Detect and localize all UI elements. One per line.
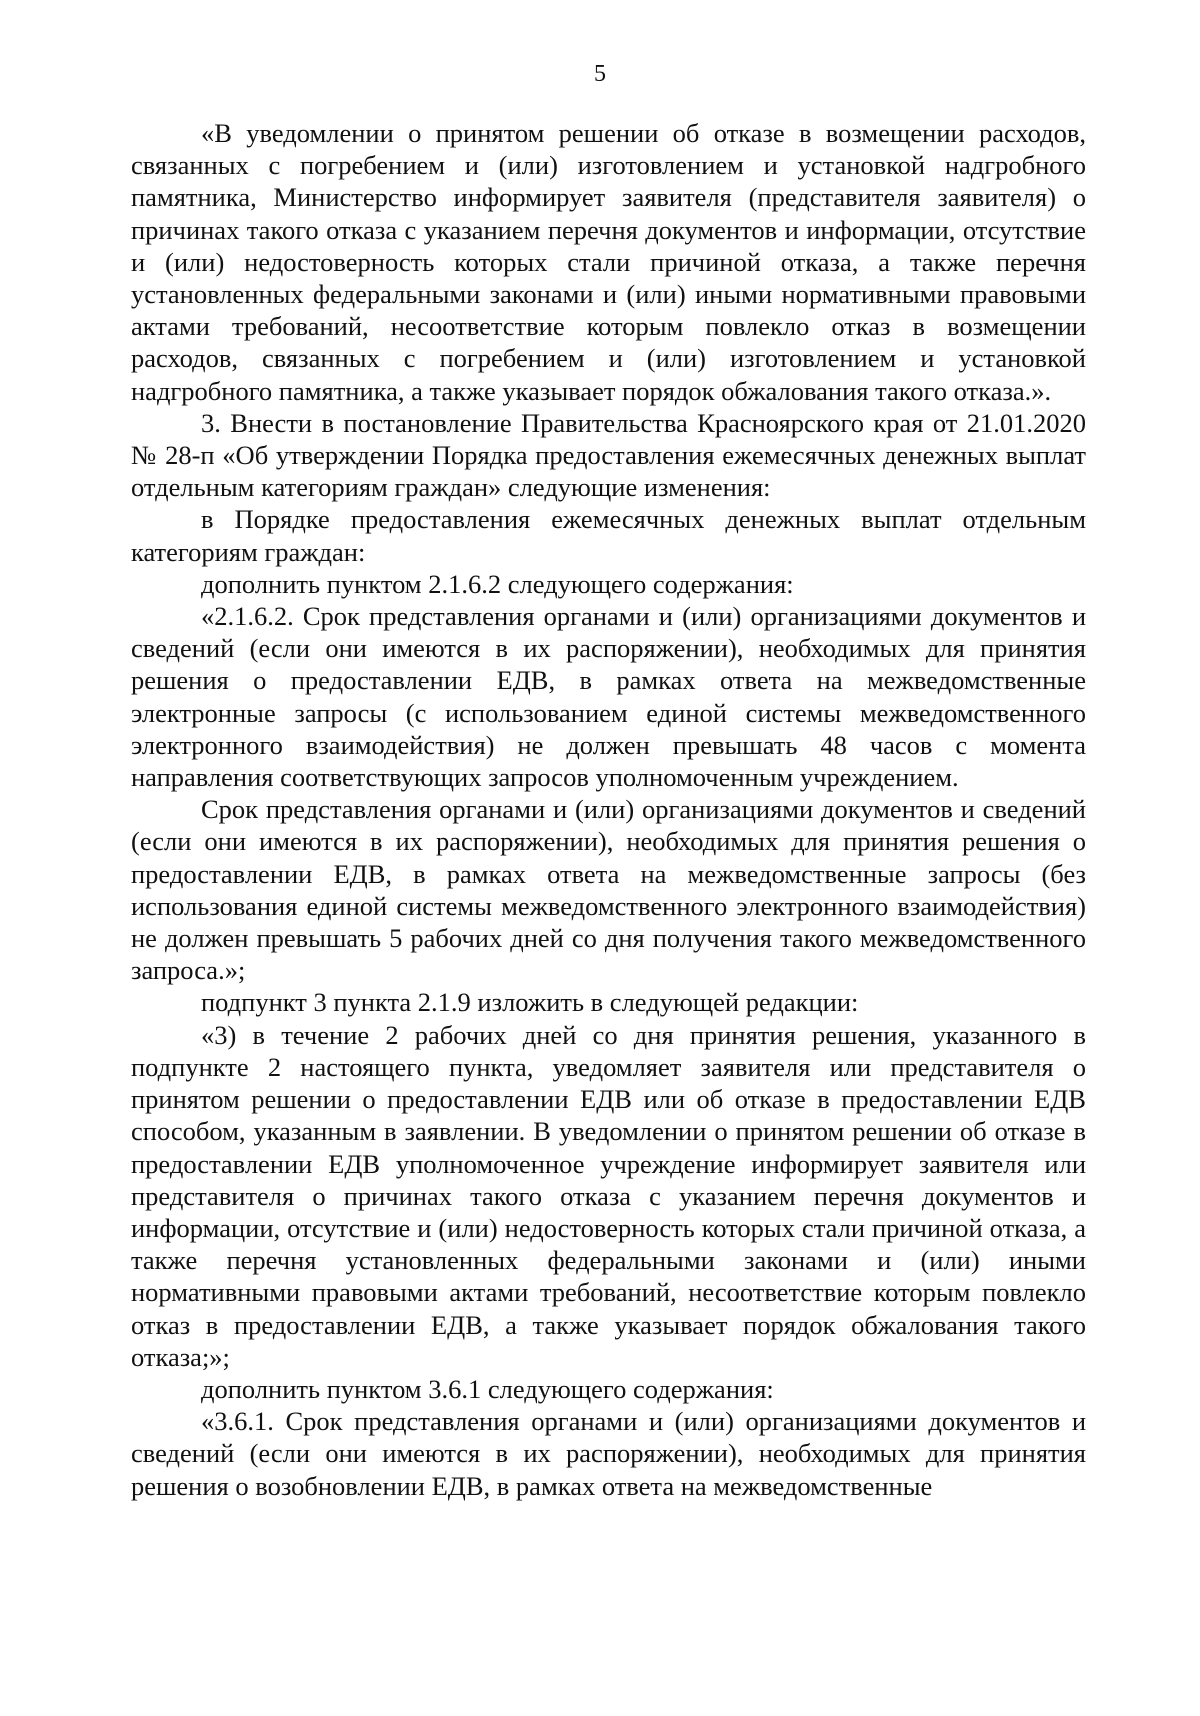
paragraph-subitem-3-edit: подпункт 3 пункта 2.1.9 изложить в следующей редакции:: [201, 987, 859, 1018]
paragraph-item-3-amend-resolution: 3. Внести в постановление Правительства Красноярского края от 21.01.2020 № 28-п «Об утверждении Порядка предоставления ежемесячных денежных выплат отдельным категориям граждан» следующие изменения:: [131, 407, 1086, 503]
paragraph-notification-refusal: «В уведомлении о принятом решении об отказе в возмещении расходов, связанных с погребением и (или) изготовлением и установкой надгробного памятника, Министерство информирует заявителя (представителя заявителя) о причинах такого отказа с указанием перечня документов и информации, отсутствие и (или) недостоверность которых стали причиной отказа, а также перечня установленных федеральными законами и (или) иными нормативными правовыми актами требований, несоответствие которым повлекло отказ в возмещении расходов, связанных с погребением и (или) изготовлением и установкой надгробного памятника, а также указывает порядок обжалования такого отказа.».: [131, 118, 1086, 406]
paragraph-2-1-6-2-text: «2.1.6.2. Срок представления органами и (или) организациями документов и сведений (если они имеются в их распоряжении), необходимых для принятия решения о предоставлении ЕДВ, в рамках ответа на межведомственные электронные запросы (с использованием единой системы межведомственного электронного взаимодействия) не должен превышать 48 часов с момента направления соответствующих запросов уполномоченным учреждением.: [131, 601, 1086, 793]
page-number: 5: [594, 61, 606, 87]
paragraph-subitem-3-text: «3) в течение 2 рабочих дней со дня принятия решения, указанного в подпункте 2 настоящего пункта, уведомляет заявителя или представителя о принятом решении о предоставлении ЕДВ или об отказе в предоставлении ЕДВ способом, указанным в заявлении. В уведомлении о принятом решении об отказе в предоставлении ЕДВ уполномоченное учреждение информирует заявителя или представителя о причинах такого отказа с указанием перечня документов и информации, отсутствие и (или) недостоверность которых стали причиной отказа, а также перечня установленных федеральными законами и (или) иными нормативными правовыми актами требований, несоответствие которым повлекло отказ в предоставлении ЕДВ, а также указывает порядок обжалования такого отказа;»;: [131, 1019, 1086, 1372]
paragraph-deadline-non-electronic: Срок представления органами и (или) организациями документов и сведений (если они имеются в их распоряжении), необходимых для принятия решения о предоставлении ЕДВ, в рамках ответа на межведомственные запросы (без использования единой системы межведомственного электронного взаимодействия) не должен превышать 5 рабочих дней со дня получения такого межведомственного запроса.»;: [131, 794, 1086, 986]
paragraph-in-procedure: в Порядке предоставления ежемесячных денежных выплат отдельным категориям граждан:: [131, 504, 1086, 567]
paragraph-add-3-6-1: дополнить пунктом 3.6.1 следующего содержания:: [201, 1373, 774, 1404]
document-body: [131, 117, 1086, 1502]
paragraph-add-2-1-6-2: дополнить пунктом 2.1.6.2 следующего содержания:: [201, 568, 794, 599]
paragraph-3-6-1-text: «3.6.1. Срок представления органами и (или) организациями документов и сведений (если они имеются в их распоряжении), необходимых для принятия решения о возобновлении ЕДВ, в рамках ответа на межведомственные: [131, 1406, 1086, 1501]
